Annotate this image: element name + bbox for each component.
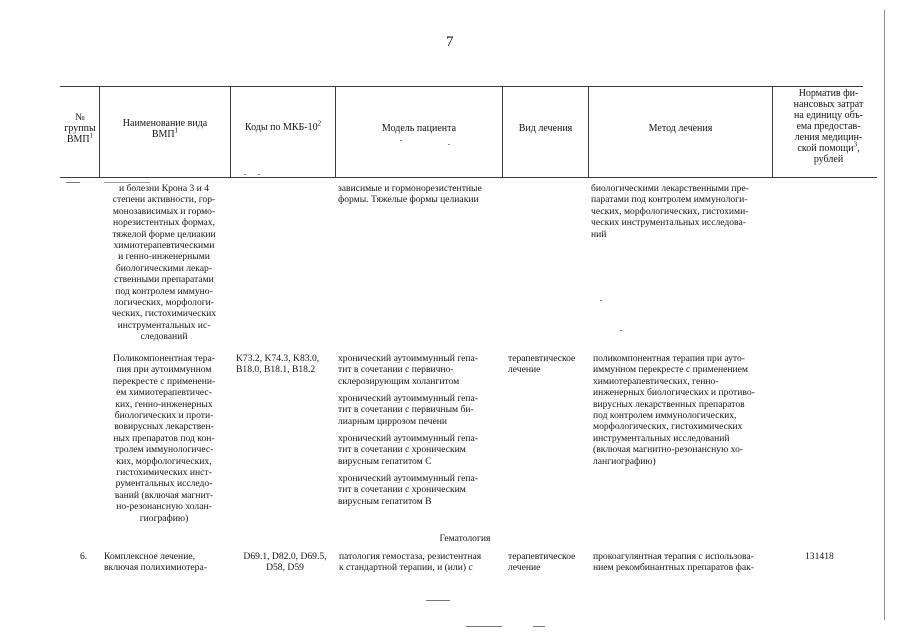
header-vmp-name xyxy=(100,118,230,140)
scan-artifact xyxy=(620,330,622,331)
footnote-mark: 3 xyxy=(853,140,858,149)
scan-artifact xyxy=(600,300,602,301)
continuation-treatment-method: биологическими лекарственными пре- паратами под контролем иммунологи- ческих, морфологических, гистохими- ческих инструментальных исследова- ний xyxy=(591,183,749,240)
header-treatment-method xyxy=(589,123,772,134)
header-vmp-name-text: Наименование вида ВМП xyxy=(122,118,208,140)
poly-patient-model-2: хронический аутоиммунный гепа- тит в сочетании с первичным би- лиарным циррозом печени xyxy=(338,393,478,427)
section-title-hematology: Гематология xyxy=(439,533,491,544)
poly-patient-model-1: хронический аутоиммунный гепа- тит в сочетании с первично- склерозирующим холангитом xyxy=(338,353,478,387)
scan-artifact xyxy=(426,600,450,601)
scan-artifact xyxy=(244,174,246,175)
table-top-border xyxy=(60,86,863,87)
scan-artifact xyxy=(533,626,545,627)
row6-patient-model: патология гемостаза, резистентная к стандартной терапии, и (или) с xyxy=(339,551,482,574)
header-treatment-type xyxy=(503,123,588,134)
scan-artifact xyxy=(466,626,502,627)
row6-vmp-name: Комплексное лечение, включая полихимиотера- xyxy=(104,551,207,574)
header-patient-model-text: Модель пациента xyxy=(381,123,457,134)
header-bottom-border xyxy=(60,177,877,178)
page-number: 7 xyxy=(446,34,454,50)
poly-icd-codes: K73.2, K74.3, K83.0, B18.0, B18.1, B18.2 xyxy=(236,353,320,376)
row6-number: 6. xyxy=(80,551,88,562)
header-icd-codes xyxy=(231,119,335,133)
footnote-mark: 1 xyxy=(89,131,94,140)
footnote-mark: 2 xyxy=(317,119,322,128)
poly-vmp-name: Поликомпонентная тера- пия при аутоиммунном перекресте с применени- ем химиотерапевтичес- ких, генно-инженерных биологических и проти- вовирусных лекарствен- ных препаратов под кон- тролем иммунологичес- ких, морфологических, гистохимических инст- рументальных исследо- ваний (включая магнит- но-резонансную холан- гиографию) xyxy=(112,353,216,524)
poly-patient-model-4: хронический аутоиммунный гепа- тит в сочетании с хроническим вирусным гепатитом B xyxy=(338,473,478,507)
continuation-patient-model: зависимые и гормонорезистентные формы. Тяжелые формы целиакии xyxy=(338,183,482,206)
scan-artifact xyxy=(66,182,80,183)
header-group-number xyxy=(60,112,100,145)
continuation-vmp-name: и болезни Крона 3 и 4 степени активности, гор- монозависимых и гормо- норезистентных формах, тяжелой форме целиакии химиотерапевтическими и генно-инженерными биологическими лекар- ственными препаратами под контролем иммуно- логических, морфологи- ческих, гистохимических инструментальных ис- следований xyxy=(111,183,217,343)
scan-artifact xyxy=(448,144,450,145)
scan-artifact xyxy=(258,174,260,175)
footnote-mark: 1 xyxy=(174,126,179,135)
header-cost-norm-unit: , рублей xyxy=(813,143,860,165)
row6-cost: 131418 xyxy=(805,551,834,562)
header-treatment-method-text: Метод лечения xyxy=(648,123,713,134)
header-icd-codes-text: Коды по МКБ-10 xyxy=(244,122,318,133)
header-group-number-text: № группы ВМП xyxy=(64,112,96,145)
header-cost-norm-text: Норматив фи- нансовых затрат на единицу объ- ема предостав- ления медицин- ской помощи xyxy=(793,88,864,154)
row6-treatment-type: терапевтическое лечение xyxy=(508,551,576,574)
header-treatment-type-text: Вид лечения xyxy=(518,123,573,134)
poly-treatment-method: поликомпонентная терапия при ауто- иммунном перекресте с применением химиотерапевтических, генно- инженерных биологических и противо- вирусных лекарственных препаратов под контролем иммунологических, морфологических, гистохимических инструментальных исследований (включая магнитно-резонансную хо- лангиографию) xyxy=(593,353,755,467)
header-patient-model xyxy=(336,123,502,134)
scan-artifact xyxy=(400,140,402,141)
poly-treatment-type: терапевтическое лечение xyxy=(508,353,576,376)
header-cost-norm xyxy=(773,88,884,165)
page-right-edge xyxy=(884,10,885,620)
poly-patient-model-3: хронический аутоиммунный гепа- тит в сочетании с хроническим вирусным гепатитом C xyxy=(338,433,478,467)
row6-icd-codes: D69.1, D82.0, D69.5, D58, D59 xyxy=(243,551,327,574)
row6-treatment-method: прокоагулянтная терапия с использова- нием рекомбинантных препаратов фак- xyxy=(593,551,754,574)
